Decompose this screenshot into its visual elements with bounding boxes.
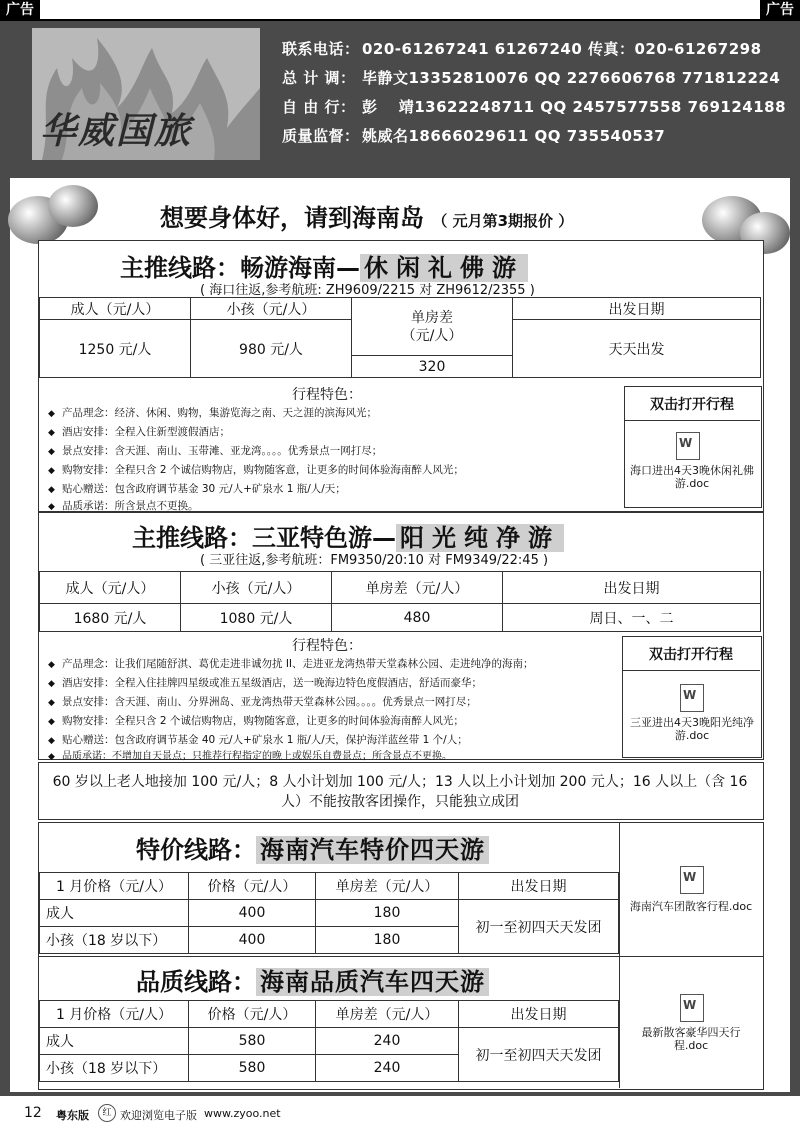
- route1-open-label: 双击打开行程: [650, 397, 734, 413]
- contact-value: 姚威名18666029611 QQ 735540537: [362, 127, 666, 145]
- table-header: 1 月价格（元/人）: [40, 1001, 189, 1028]
- list-item: [48, 656, 534, 671]
- route1-price-table: [39, 297, 761, 378]
- table-cell: 1250 元/人: [40, 320, 191, 378]
- table-header: 成人（元/人）: [40, 572, 181, 604]
- contact-free-travel: [282, 96, 786, 117]
- table-header: 单房差（元/人）: [332, 572, 503, 604]
- feature-text: 酒店安排：全程入住新型渡假酒店；: [62, 426, 230, 438]
- contact-ops: [282, 67, 780, 88]
- route1-title: [120, 248, 528, 283]
- table-cell: 240: [316, 1028, 459, 1055]
- feature-text: 购物安排：全程只含 2 个诚信购物店，购物随客意，让更多的时间体验海南醉人风光；: [62, 464, 464, 476]
- diamond-icon: ◆: [48, 698, 55, 708]
- table-header: 出发日期: [459, 873, 619, 900]
- table-cell: 初一至初四天天发团: [459, 1028, 619, 1082]
- table-header: 出发日期: [503, 572, 761, 604]
- table-header: 价格（元/人）: [189, 873, 316, 900]
- word-doc-icon[interactable]: [680, 866, 704, 894]
- diamond-icon: ◆: [48, 409, 55, 419]
- footer-url[interactable]: www.zyoo.net: [204, 1107, 281, 1120]
- list-item: [48, 747, 452, 762]
- list-item: [48, 732, 468, 747]
- feature-text: 产品理念：让我们尾随舒淇、葛优走进非诚勿扰 II、走进亚龙湾热带天堂森林公园、走进纯净的海南；: [62, 658, 534, 670]
- route2-doc-name[interactable]: 三亚进出4天3晚阳光纯净游.doc: [630, 716, 754, 742]
- feature-text: 贴心赠送：包含政府调节基金 40 元/人+矿泉水 1 瓶/人/天，保护海洋蓝丝带 1 个/人；: [62, 734, 468, 746]
- table-header: 1 月价格（元/人）: [40, 873, 189, 900]
- table-cell: 小孩（18 岁以下）: [40, 927, 189, 954]
- table-cell: 480: [332, 604, 503, 632]
- diamond-icon: ◆: [48, 466, 55, 476]
- diamond-icon: ◆: [48, 485, 55, 495]
- table-cell: 周日、一、二: [503, 604, 761, 632]
- table-header: 成人（元/人）: [40, 298, 191, 320]
- list-item: [48, 498, 199, 513]
- route1-features-title: 行程特色：: [292, 387, 362, 403]
- table-header: 单房差（元/人）: [316, 1001, 459, 1028]
- table-cell: 180: [316, 900, 459, 927]
- table-cell: 小孩（18 岁以下）: [40, 1055, 189, 1082]
- list-item: [48, 405, 377, 420]
- table-header: 小孩（元/人）: [181, 572, 332, 604]
- diamond-icon: ◆: [48, 679, 55, 689]
- route4-prefix: 品质线路：: [136, 968, 256, 996]
- route2-price-table: [39, 571, 761, 632]
- contact-value: 020-61267241 61267240 传真：020-61267298: [362, 40, 762, 58]
- ad-tag-right: 广告: [760, 0, 800, 20]
- list-item: [48, 675, 482, 690]
- route4-highlight: 海南品质汽车四天游: [256, 968, 489, 996]
- feature-text: 酒店安排：全程入住挂牌四星级或准五星级酒店，送一晚海边特色度假酒店，舒适而豪华；: [62, 677, 482, 689]
- table-cell: 320: [352, 356, 513, 378]
- table-header: 单房差 （元/人）: [352, 298, 513, 356]
- table-cell: 180: [316, 927, 459, 954]
- notice-text: 60 岁以上老人地接加 100 元/人；8 人小计划加 100 元/人；13 人以上小计划加 200 元人；16 人以上（含 16 人）不能按散客团操作，只能独立成团: [52, 774, 748, 810]
- feature-text: 品质承诺：不增加自天景点；只推荐行程指定的晚上或娱乐自费景点；所含景点不更换。: [62, 751, 452, 762]
- table-header: 价格（元/人）: [189, 1001, 316, 1028]
- diamond-icon: ◆: [48, 447, 55, 457]
- route3-prefix: 特价线路：: [136, 836, 256, 864]
- route4-price-table: [39, 1000, 619, 1082]
- list-item: [48, 713, 464, 728]
- feature-text: 产品理念：经济、休闲、购物，集游览海之南、天之涯的滨海风光；: [62, 407, 377, 419]
- feature-text: 购物安排：全程只含 2 个诚信购物店，购物随客意，让更多的时间体验海南醉人风光；: [62, 715, 464, 727]
- edition-label: 粤东版: [56, 1109, 89, 1122]
- route1-flight-note: ( 海口往返,参考航班: ZH9609/2215 对 ZH9612/2355 ): [200, 283, 535, 298]
- table-cell: 400: [189, 900, 316, 927]
- diamond-icon: ◆: [48, 660, 55, 670]
- contact-label: 联系电话：: [282, 40, 360, 58]
- diamond-icon: ◆: [48, 752, 55, 762]
- diamond-icon: ◆: [48, 502, 55, 512]
- table-cell: 400: [189, 927, 316, 954]
- table-cell: 1680 元/人: [40, 604, 181, 632]
- table-cell: 初一至初四天天发团: [459, 900, 619, 954]
- headline: [160, 198, 573, 233]
- diamond-icon: ◆: [48, 736, 55, 746]
- route2-flight-note: ( 三亚往返,参考航班：FM9350/20:10 对 FM9349/22:45 ): [200, 553, 549, 568]
- route1-highlight: 休闲礼佛游: [360, 254, 528, 282]
- table-cell: 980 元/人: [191, 320, 352, 378]
- page-number: 12: [24, 1105, 42, 1121]
- route2-highlight: 阳光纯净游: [396, 524, 564, 552]
- footer: [0, 1100, 800, 1125]
- list-item: [48, 424, 230, 439]
- contact-value: 彭 靖13622248711 QQ 2457577558 769124188: [362, 98, 787, 116]
- contact-label: 质量监督：: [282, 127, 360, 145]
- table-cell: 成人: [40, 900, 189, 927]
- contact-value: 毕静文13352810076 QQ 2276606768 771812224: [362, 69, 781, 87]
- list-item: [48, 694, 477, 709]
- badge-icon: 红: [98, 1104, 116, 1122]
- route2-open-label: 双击打开行程: [649, 647, 733, 663]
- route2-title: [132, 518, 564, 553]
- logo-text: 华威国旅: [40, 110, 193, 152]
- contact-label: 总 计 调：: [282, 69, 356, 87]
- ad-tag-left: 广告: [0, 0, 40, 20]
- list-item: [48, 481, 346, 496]
- diamond-icon: ◆: [48, 428, 55, 438]
- route3-title: [136, 830, 489, 865]
- table-cell: 1080 元/人: [181, 604, 332, 632]
- word-doc-icon[interactable]: [680, 994, 704, 1022]
- route4-doc-name[interactable]: 最新散客豪华四天行程.doc: [641, 1026, 741, 1052]
- feature-text: 景点安排：含天涯、南山、玉带滩、亚龙湾。。。。优秀景点一网打尽；: [62, 445, 383, 457]
- word-doc-icon[interactable]: [680, 684, 704, 712]
- table-cell: 成人: [40, 1028, 189, 1055]
- lantern-icon: [48, 185, 98, 227]
- route4-title: [136, 962, 489, 997]
- table-header: 出发日期: [459, 1001, 619, 1028]
- word-doc-icon[interactable]: [676, 432, 700, 460]
- list-item: [48, 462, 464, 477]
- contact-label: 自 由 行：: [282, 98, 356, 116]
- route3-highlight: 海南汽车特价四天游: [256, 836, 489, 864]
- footer-text: 欢迎浏览电子版: [120, 1109, 197, 1122]
- table-header: 出发日期: [513, 298, 761, 320]
- route1-prefix: 主推线路：畅游海南—: [120, 254, 360, 282]
- headline-main: 想要身体好，请到海南岛: [160, 204, 424, 232]
- route3-price-table: [39, 872, 619, 954]
- table-cell: 240: [316, 1055, 459, 1082]
- route3-doc-name[interactable]: 海南汽车团散客行程.doc: [629, 900, 753, 913]
- table-header: 小孩（元/人）: [191, 298, 352, 320]
- feature-text: 品质承诺：所含景点不更换。: [62, 500, 199, 512]
- table-cell: 天天出发: [513, 320, 761, 378]
- table-cell: 580: [189, 1028, 316, 1055]
- table-cell: 580: [189, 1055, 316, 1082]
- route2-prefix: 主推线路：三亚特色游—: [132, 524, 396, 552]
- diamond-icon: ◆: [48, 717, 55, 727]
- route4-doc-box: [619, 956, 763, 1088]
- feature-text: 景点安排：含天涯、南山、分界洲岛、亚龙湾热带天堂森林公园。。。。优秀景点一网打尽；: [62, 696, 477, 708]
- route1-doc-name[interactable]: 海口进出4天3晚休闲礼佛游.doc: [630, 464, 754, 490]
- contact-phone: [282, 38, 762, 59]
- route2-features-title: 行程特色：: [292, 638, 362, 654]
- table-header: 单房差（元/人）: [316, 873, 459, 900]
- list-item: [48, 443, 382, 458]
- headline-sub: （ 元月第3期报价 ）: [432, 212, 574, 230]
- brand-logo: [32, 28, 260, 160]
- feature-text: 贴心赠送：包含政府调节基金 30 元/人+矿泉水 1 瓶/人/天；: [62, 483, 346, 495]
- contact-quality: [282, 125, 665, 146]
